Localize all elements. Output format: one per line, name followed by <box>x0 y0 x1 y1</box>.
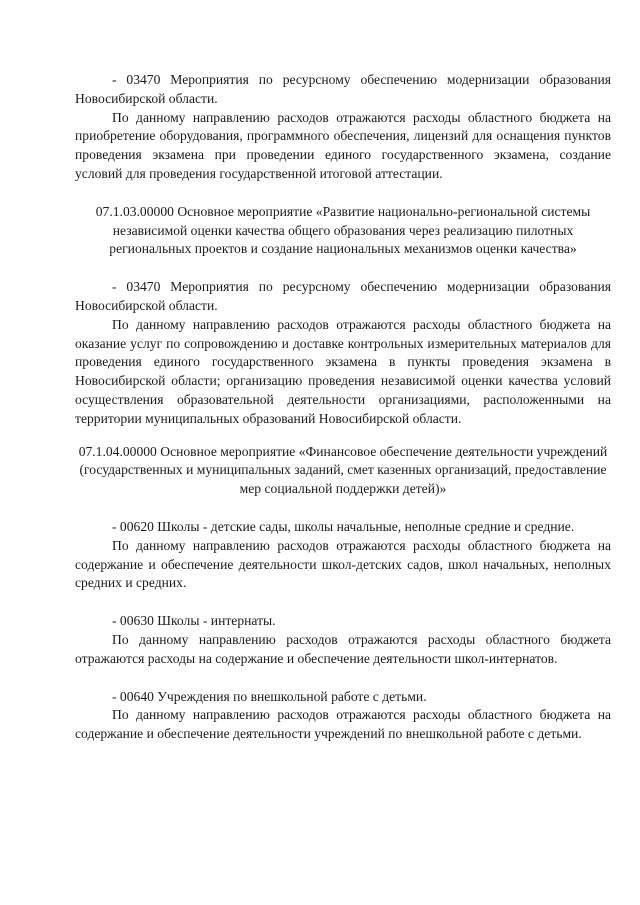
spacer <box>75 184 611 203</box>
spacer <box>75 593 611 612</box>
spacer <box>75 669 611 688</box>
code-line: - 00630 Школы - интернаты. <box>112 613 276 629</box>
spacer <box>75 429 611 443</box>
section-heading: 07.1.04.00000 Основное мероприятие «Финансовое обеспечение деятельности учреждений (государственных и муниципальных заданий, смет казенных организаций, предоставление мер социальной поддержки детей)» <box>78 443 608 497</box>
document-page <box>75 71 611 744</box>
description-paragraph: По данному направлению расходов отражаются расходы областного бюджета на оказание услуг по сопровождению и доставке контрольных измерительных материалов для проведения единого государственного экзамена в пункты проведения экзамена в Новосибирской области; организацию проведения независимой оценки качества условий осуществления образовательной деятельности организациями, расположенными на территории муниципальных образований Новосибирской области. <box>75 316 611 426</box>
description-paragraph: По данному направлению расходов отражаются расходы областного бюджета на приобретение оборудования, программного обеспечения, лицензий для оснащения пунктов проведения экзамена при проведении единого государственного экзамена, создание условий для проведения государственной итоговой аттестации. <box>75 109 611 181</box>
spacer <box>75 259 611 278</box>
description-paragraph: По данному направлению расходов отражаются расходы областного бюджета отражаются расходы на содержание и обеспечение деятельности школ-интернатов. <box>75 631 611 666</box>
code-line: - 00620 Школы - детские сады, школы начальные, неполные средние и средние. <box>112 518 575 534</box>
description-paragraph: По данному направлению расходов отражаются расходы областного бюджета на содержание и обеспечение деятельности учреждений по внешкольной работе с детьми. <box>75 707 611 742</box>
section-heading: 07.1.03.00000 Основное мероприятие «Развитие национально-региональной системы независимой оценки качества общего образования через реализацию пилотных региональных проектов и создание национальных механизмов оценки качества» <box>95 203 591 257</box>
code-line: - 00640 Учреждения по внешкольной работе с детьми. <box>112 688 427 704</box>
code-line: - 03470 Мероприятия по ресурсному обеспечению модернизации образования Новосибирской области. <box>75 72 611 106</box>
description-paragraph: По данному направлению расходов отражаются расходы областного бюджета на содержание и обеспечение деятельности школ-детских садов, школ начальных, неполных средних и средних. <box>75 537 611 591</box>
code-line: - 03470 Мероприятия по ресурсному обеспечению модернизации образования Новосибирской области. <box>75 279 611 313</box>
spacer <box>75 499 611 518</box>
